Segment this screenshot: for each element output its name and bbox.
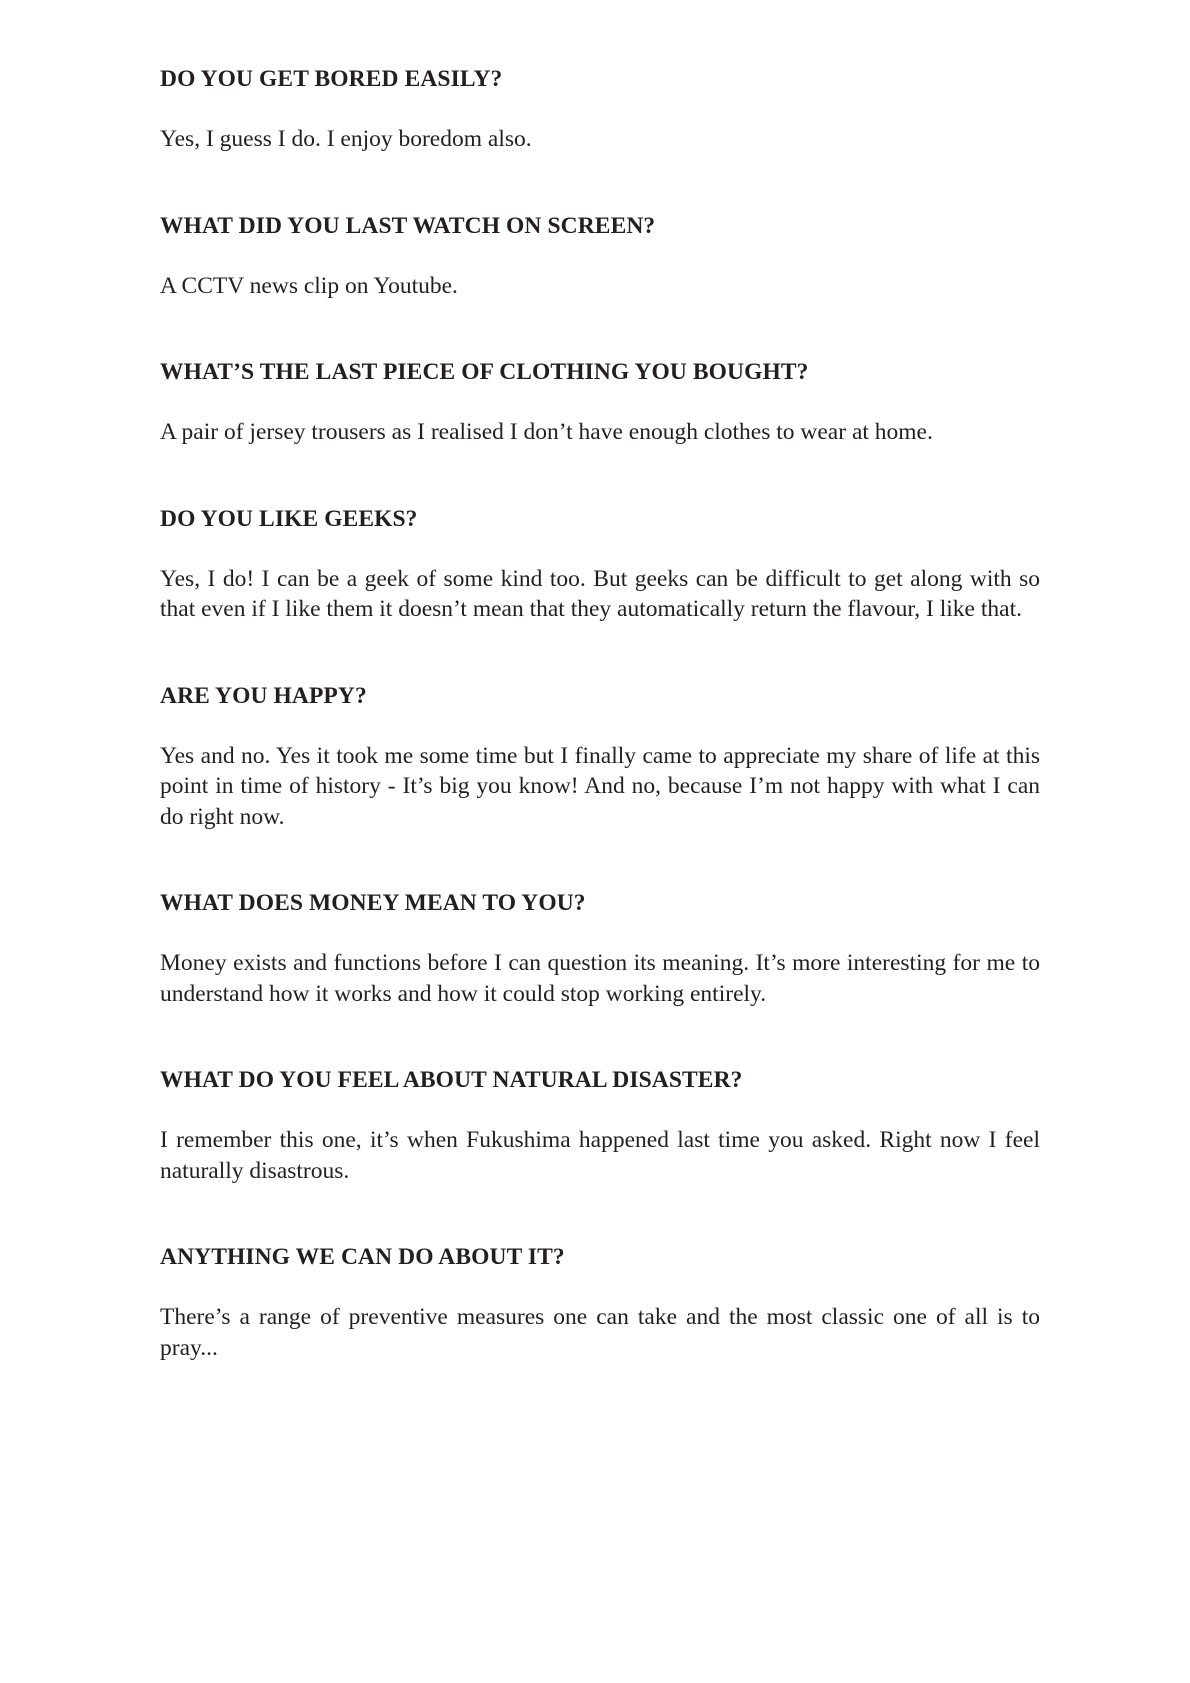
question-heading: WHAT’S THE LAST PIECE OF CLOTHING YOU BOUGHT? — [160, 359, 809, 385]
qa-item — [160, 1242, 1040, 1363]
answer-text: Yes, I guess I do. I enjoy boredom also. — [160, 126, 532, 152]
qa-item — [160, 681, 1040, 833]
answer-text: Yes, I do! I can be a geek of some kind too. But geeks can be difficult to get along with so that even if I like them it doesn’t mean that they automatically return the flavour, I like that. — [160, 565, 1040, 622]
qa-item — [160, 64, 1040, 155]
qa-item — [160, 357, 1040, 448]
qa-item — [160, 211, 1040, 302]
document-page — [160, 64, 1040, 1419]
answer-text: Yes and no. Yes it took me some time but I finally came to appreciate my share of life at this point in time of history - It’s big you know! And no, because I’m not happy with what I can do right now. — [160, 742, 1040, 830]
qa-item — [160, 888, 1040, 1009]
answer-text: There’s a range of preventive measures one can take and the most classic one of all is to pray... — [160, 1304, 1040, 1361]
question-heading: DO YOU LIKE GEEKS? — [160, 505, 418, 532]
question-heading: WHAT DOES MONEY MEAN TO YOU? — [160, 890, 586, 916]
question-heading: DO YOU GET BORED EASILY? — [160, 66, 503, 92]
question-heading: ANYTHING WE CAN DO ABOUT IT? — [160, 1244, 565, 1270]
answer-text: A CCTV news clip on Youtube. — [160, 272, 458, 299]
question-heading: WHAT DO YOU FEEL ABOUT NATURAL DISASTER? — [160, 1067, 743, 1093]
qa-item — [160, 504, 1040, 625]
answer-text: I remember this one, it’s when Fukushima happened last time you asked. Right now I feel naturally disastrous. — [160, 1127, 1040, 1184]
qa-item — [160, 1065, 1040, 1186]
question-heading: ARE YOU HAPPY? — [160, 682, 367, 709]
answer-text: A pair of jersey trousers as I realised I don’t have enough clothes to wear at home. — [160, 419, 933, 445]
question-heading: WHAT DID YOU LAST WATCH ON SCREEN? — [160, 212, 656, 239]
answer-text: Money exists and functions before I can question its meaning. It’s more interesting for me to understand how it works and how it could stop working entirely. — [160, 950, 1040, 1007]
